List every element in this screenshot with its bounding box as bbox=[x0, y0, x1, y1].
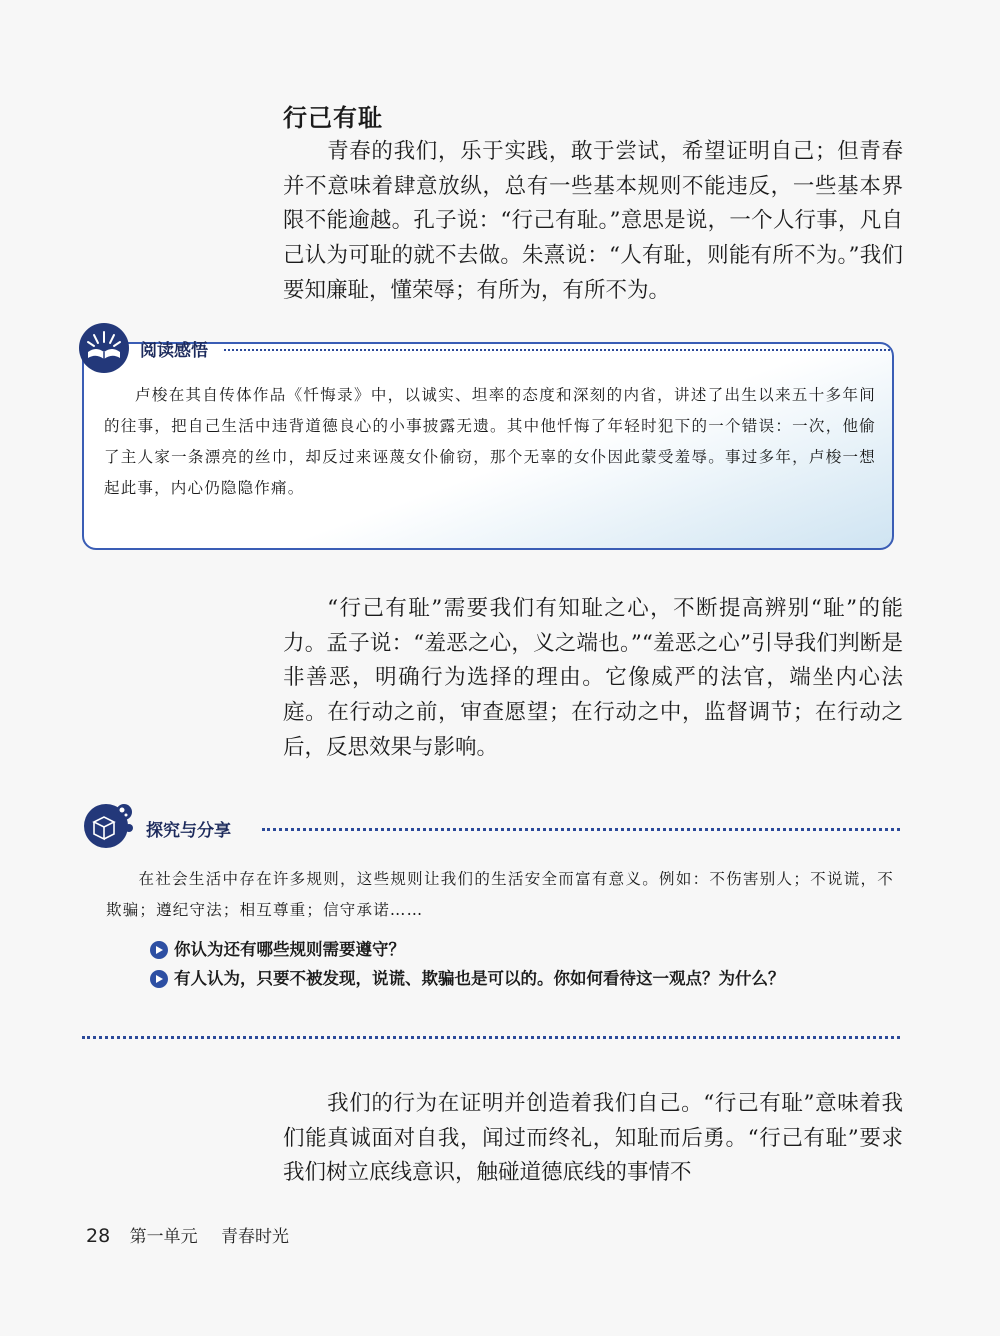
question-item bbox=[106, 964, 896, 993]
explore-label: 探究与分享 bbox=[146, 821, 231, 841]
explore-paragraph: 在社会生活中存在许多规则，这些规则让我们的生活安全而富有意义。例如：不伤害别人；不说谎，不欺骗；遵纪守法；相互尊重；信守承诺…… bbox=[106, 870, 894, 919]
reading-divider bbox=[224, 349, 890, 351]
body-paragraph-1 bbox=[283, 135, 903, 309]
explore-divider-top bbox=[262, 828, 900, 831]
body-paragraph-3 bbox=[283, 1087, 903, 1191]
reading-label: 阅读感悟 bbox=[140, 341, 208, 361]
paragraph-text: 青春的我们，乐于实践，敢于尝试，希望证明自己；但青春并不意味着肆意放纵，总有一些基本规则不能违反，一些基本界限不能逾越。孔子说：“行己有耻。”意思是说，一个人行事，凡自己认为可耻的就不去做。朱熹说：“人有耻，则能有所不为。”我们要知廉耻，懂荣辱；有所为，有所不为。 bbox=[283, 139, 903, 303]
question-item bbox=[106, 935, 896, 964]
arrow-bullet-icon bbox=[150, 970, 168, 988]
explore-header bbox=[82, 798, 902, 850]
paragraph-text: “行己有耻”需要我们有知耻之心，不断提高辨别“耻”的能力。孟子说：“羞恶之心，义之端也。”“羞恶之心”引导我们判断是非善恶，明确行为选择的理由。它像威严的法官，端坐内心法庭。在行动之前，审查愿望；在行动之中，监督调节；在行动之后，反思效果与影响。 bbox=[283, 596, 903, 760]
reading-header bbox=[78, 322, 898, 376]
arrow-bullet-icon bbox=[150, 941, 168, 959]
reading-paragraph: 卢梭在其自传体作品《忏悔录》中，以诚实、坦率的态度和深刻的内省，讲述了出生以来五十多年间的往事，把自己生活中违背道德良心的小事披露无遗。其中他忏悔了年轻时犯下的一个错误：一次，他偷了主人家一条漂亮的丝巾，却反过来诬蔑女仆偷窃，那个无辜的女仆因此蒙受羞辱。事过多年，卢梭一想起此事，内心仍隐隐作痛。 bbox=[104, 386, 876, 497]
page-footer bbox=[86, 1222, 289, 1247]
question-list bbox=[106, 935, 896, 993]
question-text: 你认为还有哪些规则需要遵守？ bbox=[174, 940, 405, 959]
question-text: 有人认为，只要不被发现，说谎、欺骗也是可以的。你如何看待这一观点？为什么？ bbox=[174, 969, 785, 988]
explore-divider-bottom bbox=[82, 1036, 900, 1039]
reading-text bbox=[104, 380, 876, 504]
paragraph-text: 我们的行为在证明并创造着我们自己。“行己有耻”意味着我们能真诚面对自我，闻过而终礼，知耻而后勇。“行己有耻”要求我们树立底线意识，触碰道德底线的事情不 bbox=[283, 1091, 903, 1186]
section-title: 行己有耻 bbox=[283, 104, 383, 132]
reading-book-logo-icon bbox=[78, 322, 130, 374]
explore-cube-logo-icon bbox=[82, 798, 134, 850]
explore-text bbox=[106, 864, 894, 926]
page-number: 28 bbox=[86, 1225, 111, 1247]
unit-title: 青春时光 bbox=[221, 1227, 289, 1247]
body-paragraph-2 bbox=[283, 592, 903, 766]
unit-name: 第一单元 bbox=[129, 1227, 198, 1247]
